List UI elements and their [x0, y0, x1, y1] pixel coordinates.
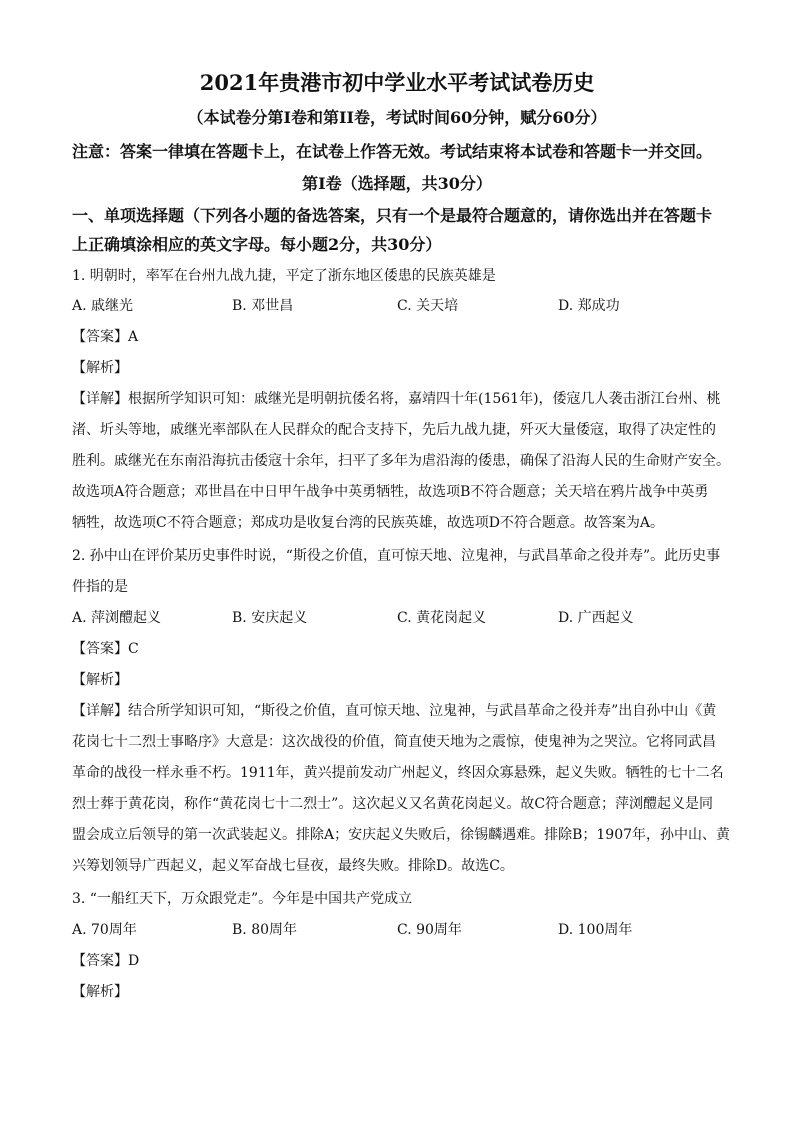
- option-b: B. 安庆起义: [232, 610, 308, 626]
- question-3-analysis: 【解析】: [72, 984, 128, 1000]
- option-d: D. 100周年: [558, 922, 633, 938]
- instruction-line-1: 一、单项选择题（下列各小题的备选答案，只有一个是最符合题意的，请你选出并在答题卡: [72, 206, 713, 225]
- option-a: A. 萍浏醴起义: [72, 610, 162, 626]
- question-3-options: [72, 920, 722, 940]
- question-2-stem: 2. 孙中山在评价某历史事件时说，“斯役之价值，直可惊天地、泣鬼神，与武昌革命之役并寿”。此历史事: [72, 548, 721, 564]
- question-2-detail-line: 盟会成立后领导的第一次武装起义。排除A；安庆起义失败后，徐锡麟遇难。排除B；1907年，孙中山、黄: [72, 827, 731, 843]
- option-d: D. 广西起义: [558, 610, 634, 626]
- question-2-analysis: 【解析】: [72, 672, 128, 688]
- question-3-stem: 3. “一船红天下，万众跟党走”。今年是中国共产党成立: [72, 891, 413, 907]
- question-2-options: [72, 608, 722, 628]
- option-b: B. 80周年: [232, 922, 298, 938]
- option-a: A. 70周年: [72, 922, 137, 938]
- notice-text: 注意：答案一律填在答题卡上，在试卷上作答无效。考试结束将本试卷和答题卡一并交回。: [72, 142, 713, 161]
- question-2-detail-line: 革命的战役一样永垂不朽。1911年，黄兴提前发动广州起义，终因众寡悬殊，起义失败。牺牲的七十二名: [72, 765, 724, 781]
- question-1-detail-line: 胜利。戚继光在东南沿海抗击倭寇十余年，扫平了多年为虐沿海的倭患，确保了沿海人民的生命财产安全。: [72, 453, 730, 469]
- question-2-detail-line: 【详解】结合所学知识可知，“斯役之价值，直可惊天地、泣鬼神，与武昌革命之役并寿”出自孙中山《黄: [72, 703, 717, 719]
- question-3-answer: 【答案】D: [72, 953, 140, 969]
- option-c: C. 黄花岗起义: [397, 610, 487, 626]
- question-2-answer: 【答案】C: [72, 641, 139, 657]
- question-1-detail-line: 牺牲，故选项C不符合题意；郑成功是收复台湾的民族英雄，故选项D不符合题意。故答案为A。: [72, 515, 665, 531]
- question-2-detail-line: 花岗七十二烈士事略序》大意是：这次战役的价值，简直使天地为之震惊，使鬼神为之哭泣。它将同武昌: [72, 734, 716, 750]
- option-c: C. 关天培: [397, 298, 459, 314]
- question-1-stem: 1. 明朝时，率军在台州九战九捷，平定了浙东地区倭患的民族英雄是: [72, 268, 496, 284]
- option-d: D. 郑成功: [558, 298, 620, 314]
- instruction-line-2: 上正确填涂相应的英文字母。每小题2分，共30分）: [72, 235, 442, 254]
- question-2-detail-line: 烈士葬于黄花岗，称作“黄花岗七十二烈士”。这次起义又名黄花岗起义。故C符合题意；萍浏醴起义是同: [72, 796, 714, 812]
- question-1-detail-line: 故选项A符合题意；邓世昌在中日甲午战争中英勇牺牲，故选项B不符合题意；关天培在鸦片战争中英勇: [72, 484, 709, 500]
- option-a: A. 戚继光: [72, 298, 134, 314]
- question-2-stem: 件指的是: [72, 579, 128, 595]
- option-c: C. 90周年: [397, 922, 462, 938]
- question-1-analysis: 【解析】: [72, 360, 128, 376]
- option-b: B. 邓世昌: [232, 298, 294, 314]
- question-1-detail-line: 渚、圻头等地，戚继光率部队在人民群众的配合支持下，先后九战九捷，歼灭大量倭寇，取得了决定性的: [72, 422, 716, 438]
- page-subtitle: （本试卷分第I卷和第II卷，考试时间60分钟，赋分60分）: [187, 108, 607, 127]
- question-2-detail-line: 兴筹划领导广西起义，起义军奋战七昼夜，最终失败。排除D。故选C。: [72, 858, 514, 874]
- question-1-detail-line: 【详解】根据所学知识可知：戚继光是明朝抗倭名将，嘉靖四十年(1561年)，倭寇几人袭击浙江台州、桃: [72, 391, 721, 407]
- question-1-answer: 【答案】A: [72, 329, 139, 345]
- question-1-options: [72, 296, 722, 316]
- page-title: 2021年贵港市初中学业水平考试试卷历史: [199, 70, 595, 95]
- section-title: 第I卷（选择题，共30分）: [302, 174, 492, 193]
